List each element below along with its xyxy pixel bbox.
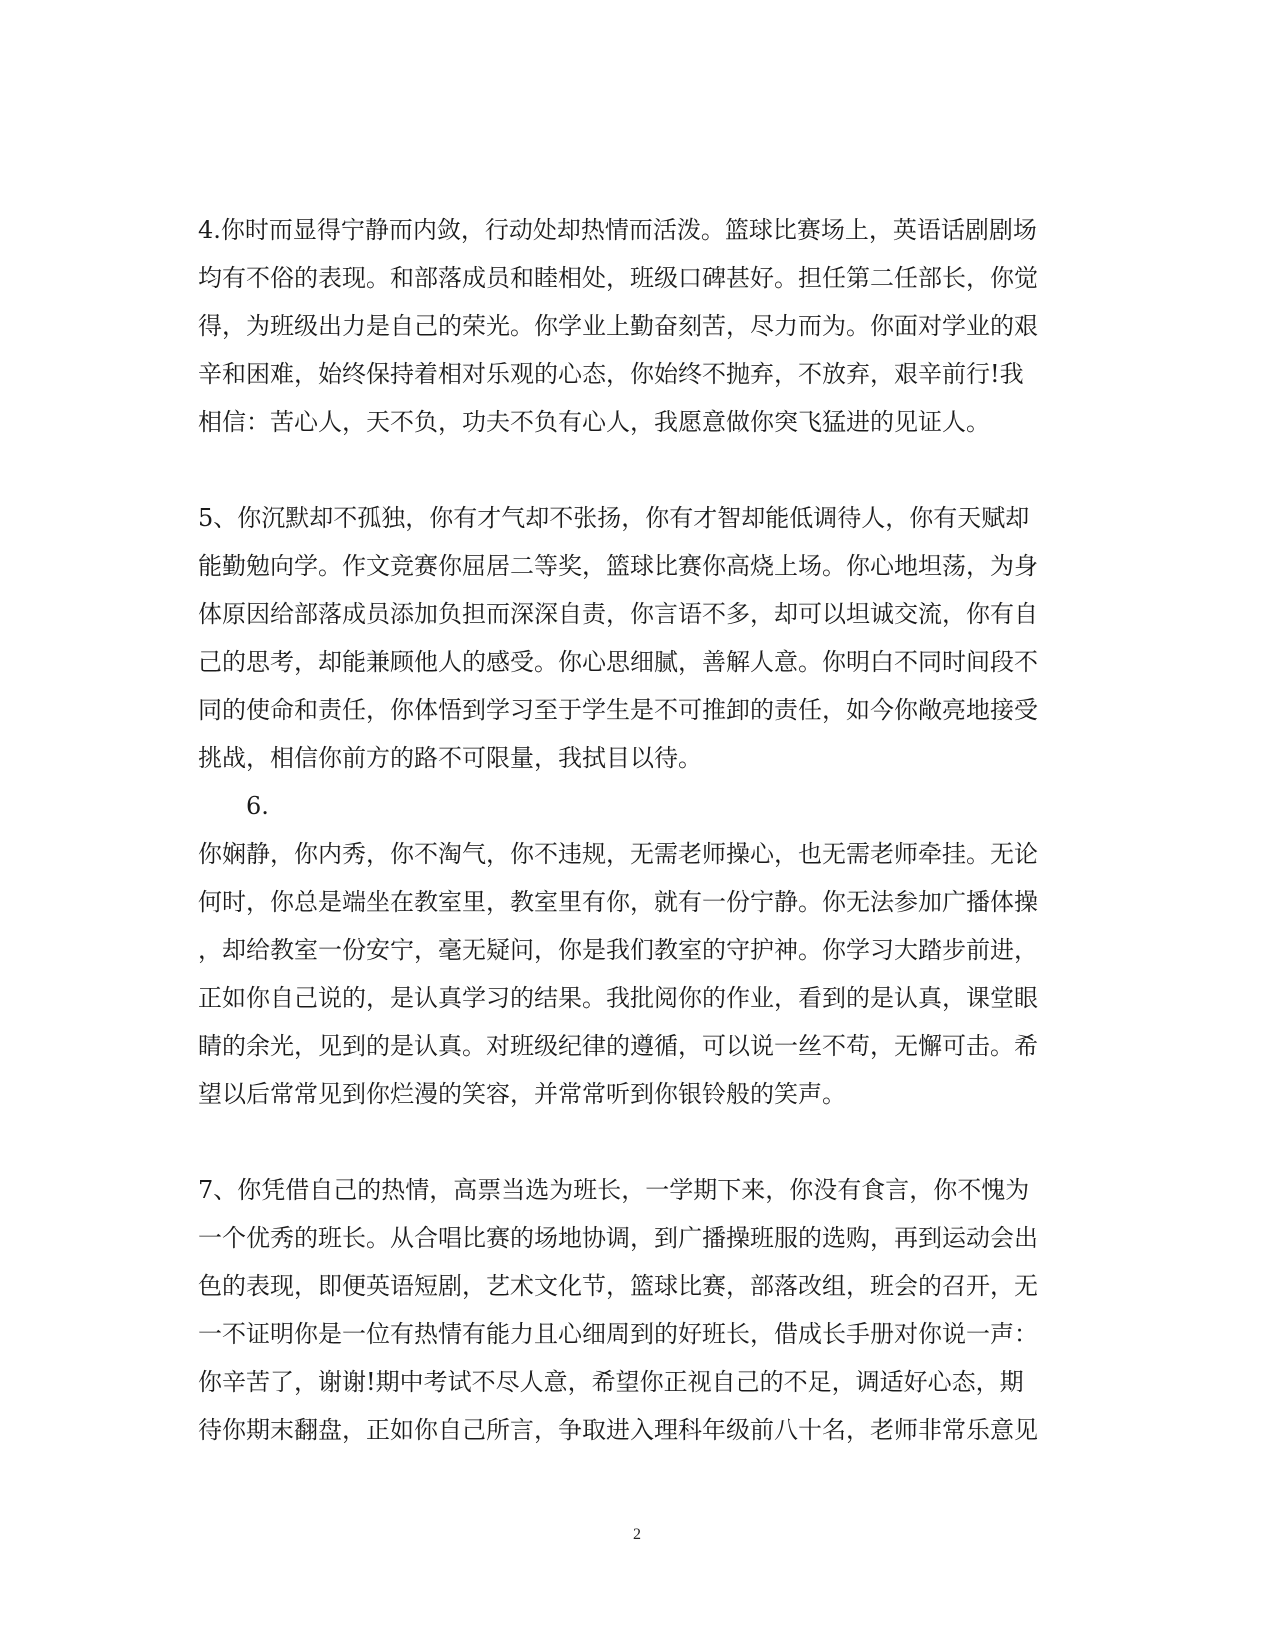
text-line: 望以后常常见到你烂漫的笑容，并常常听到你银铃般的笑声。 [198,1080,846,1108]
paragraph-gap [198,1118,1078,1166]
text-line: 辛和困难，始终保持着相对乐观的心态，你始终不抛弃，不放弃，艰辛前行!我 [198,360,1024,388]
paragraph-4 [198,206,1078,446]
text-line: 何时，你总是端坐在教室里，教室里有你，就有一份宁静。你无法参加广播体操 [198,888,1038,916]
paragraph-5 [198,494,1078,782]
paragraph-number: 6. [246,792,269,820]
text-line: 你娴静，你内秀，你不淘气，你不违规，无需老师操心，也无需老师牵挂。无论 [198,840,1038,868]
text-line: 挑战，相信你前方的路不可限量，我拭目以待。 [198,744,702,772]
text-line: 色的表现，即便英语短剧，艺术文化节，篮球比赛，部落改组，班会的召开，无 [198,1272,1038,1300]
text-line: 你辛苦了，谢谢!期中考试不尽人意，希望你正视自己的不足，调适好心态，期 [198,1368,1024,1396]
text-line: 7、你凭借自己的热情，高票当选为班长，一学期下来，你没有食言，你不愧为 [198,1176,1030,1204]
text-line: 睛的余光，见到的是认真。对班级纪律的遵循，可以说一丝不苟，无懈可击。希 [198,1032,1038,1060]
paragraph-6 [198,782,1078,1118]
text-line: 待你期末翻盘，正如你自己所言，争取进入理科年级前八十名，老师非常乐意见 [198,1416,1038,1444]
page-number: 2 [633,1526,641,1543]
document-body [198,206,1078,1454]
text-line: 己的思考，却能兼顾他人的感受。你心思细腻，善解人意。你明白不同时间段不 [198,648,1038,676]
text-line: 能勤勉向学。作文竞赛你屈居二等奖，篮球比赛你高烧上场。你心地坦荡，为身 [198,552,1038,580]
text-line: 4.你时而显得宁静而内敛，行动处却热情而活泼。篮球比赛场上，英语话剧剧场 [198,216,1037,244]
text-line: 同的使命和责任，你体悟到学习至于学生是不可推卸的责任，如今你敞亮地接受 [198,696,1038,724]
text-line: 正如你自己说的，是认真学习的结果。我批阅你的作业，看到的是认真，课堂眼 [198,984,1038,1012]
text-line: 相信：苦心人，天不负，功夫不负有心人，我愿意做你突飞猛进的见证人。 [198,408,990,436]
text-line: ，却给教室一份安宁，毫无疑问，你是我们教室的守护神。你学习大踏步前进， [198,936,1038,964]
text-line: 5、你沉默却不孤独，你有才气却不张扬，你有才智却能低调待人，你有天赋却 [198,504,1030,532]
text-line: 一个优秀的班长。从合唱比赛的场地协调，到广播操班服的选购，再到运动会出 [198,1224,1038,1252]
paragraph-7 [198,1166,1078,1454]
paragraph-gap [198,446,1078,494]
text-line: 均有不俗的表现。和部落成员和睦相处，班级口碑甚好。担任第二任部长，你觉 [198,264,1038,292]
text-line: 一不证明你是一位有热情有能力且心细周到的好班长，借成长手册对你说一声： [198,1320,1038,1348]
text-line: 体原因给部落成员添加负担而深深自责，你言语不多，却可以坦诚交流，你有自 [198,600,1038,628]
text-line: 得，为班级出力是自己的荣光。你学业上勤奋刻苦，尽力而为。你面对学业的艰 [198,312,1038,340]
